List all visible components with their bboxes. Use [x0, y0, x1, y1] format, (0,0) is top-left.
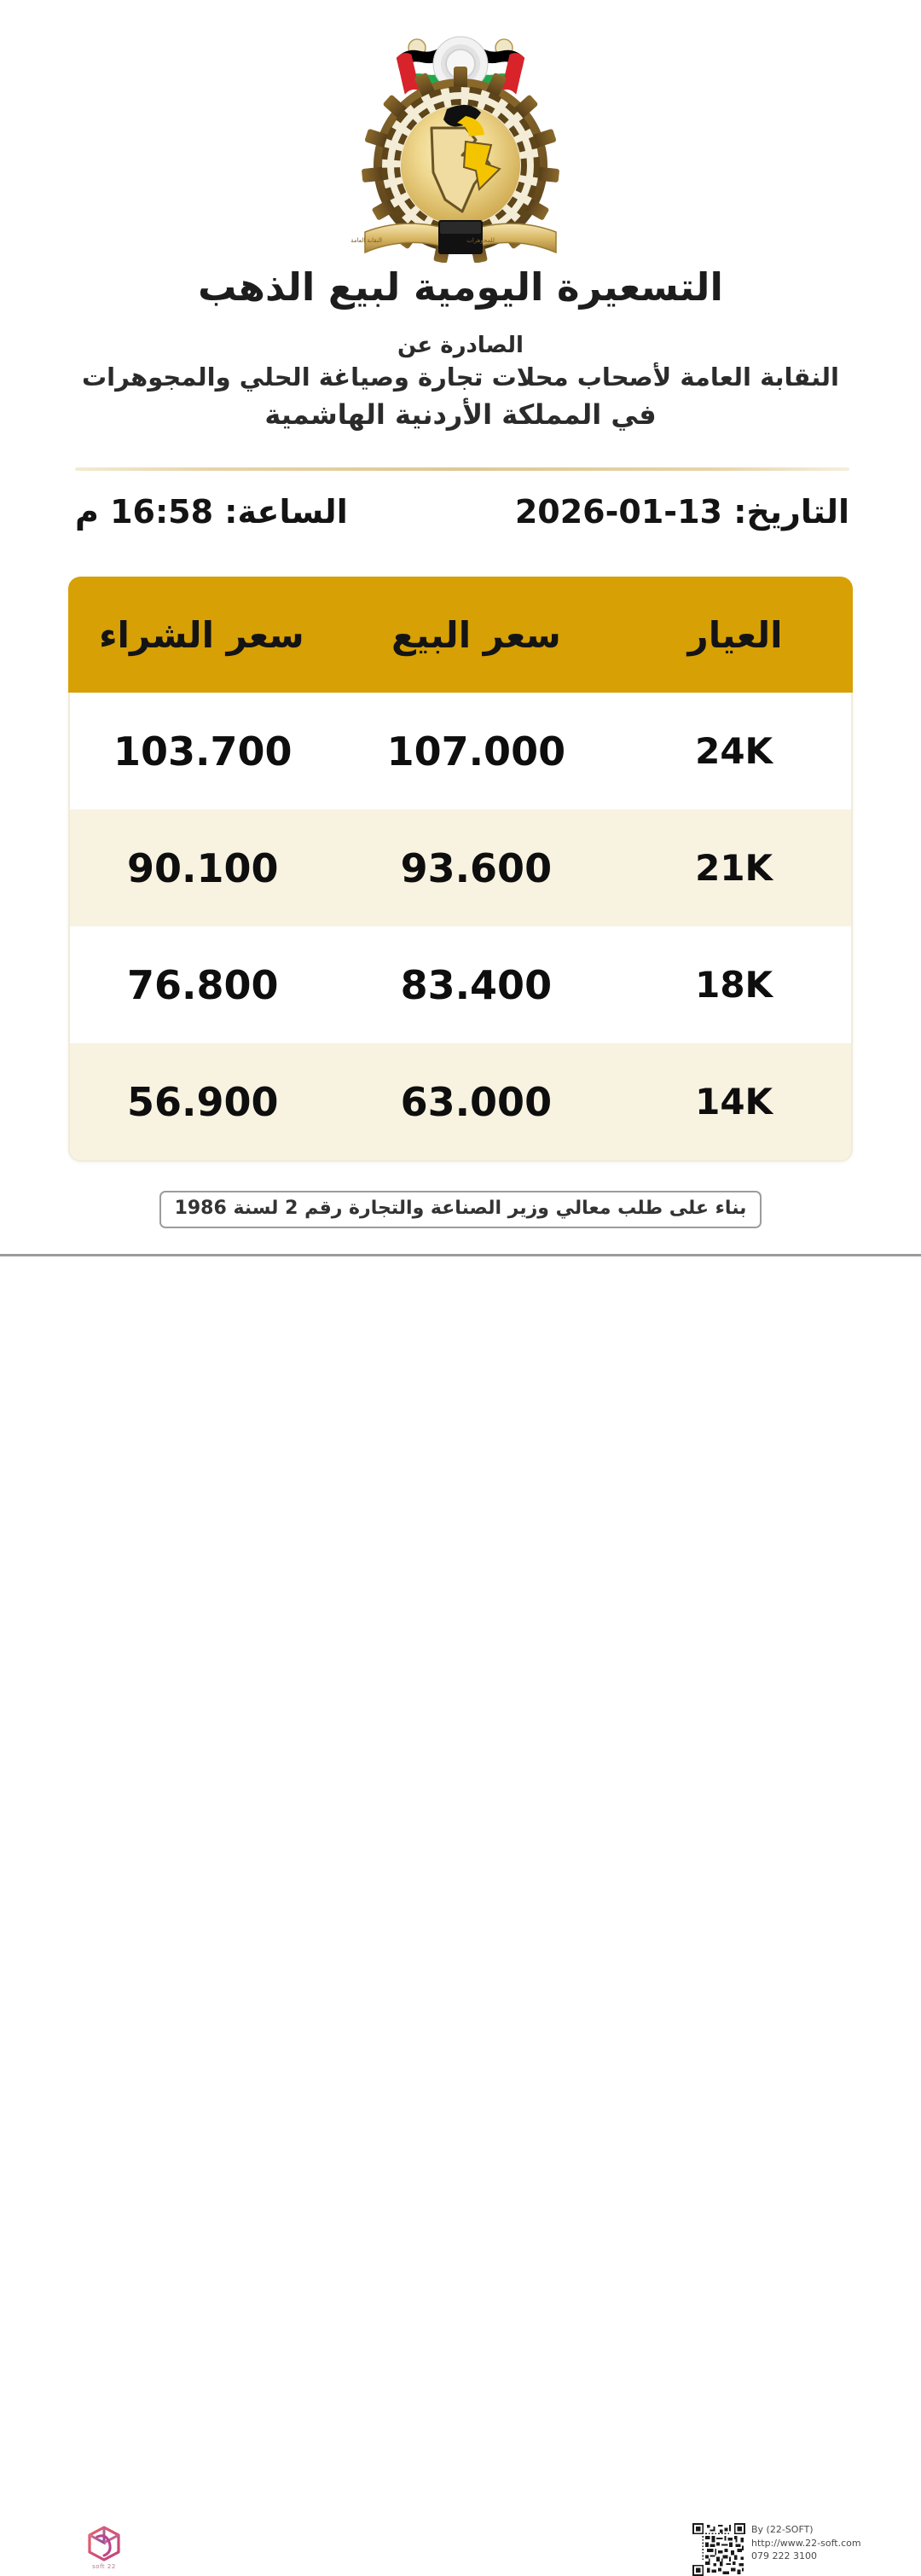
cell-sell-price: 63.000	[400, 1078, 553, 1125]
svg-text:للمجوهرات: للمجوهرات	[466, 237, 495, 244]
syndicate-emblem-icon	[346, 15, 575, 263]
credit-phone: 079 222 3100	[751, 2550, 817, 2562]
cell-buy-price: 90.100	[126, 844, 279, 891]
cube-logo-icon	[85, 2525, 123, 2562]
cell-buy-price: 56.900	[126, 1078, 279, 1125]
cell-buy-price: 76.800	[126, 961, 279, 1008]
cell-karat: 18K	[695, 964, 773, 1006]
issued-by-line-3: في المملكة الأردنية الهاشمية	[264, 398, 657, 431]
date-display: التاريخ: 13-01-2026	[514, 493, 849, 531]
legal-note: بناء على طلب معالي وزير الصناعة والتجارة رقم 2 لسنة 1986	[159, 1191, 762, 1228]
legal-note-container	[0, 1191, 921, 1228]
gold-price-table	[68, 577, 853, 1162]
page-title: التسعيرة اليومية لبيع الذهب	[198, 264, 723, 310]
time-display: الساعة: 16:58 م	[75, 493, 348, 531]
bottom-bar	[0, 1256, 921, 2570]
credit-text-block	[751, 2523, 861, 2563]
datetime-row	[75, 493, 849, 531]
table-row	[70, 926, 851, 1043]
emblem-container	[0, 15, 921, 267]
brand-logo-container	[78, 2525, 130, 2570]
issuer-block	[0, 331, 921, 433]
table-row	[70, 693, 851, 809]
column-header-karat: العيار	[687, 613, 783, 656]
column-header-buy-price: سعر الشراء	[99, 613, 304, 656]
gold-divider	[75, 467, 849, 471]
cell-buy-price: 103.700	[113, 728, 293, 775]
table-header-row	[68, 577, 853, 693]
cell-karat: 14K	[695, 1081, 773, 1123]
cell-karat: 24K	[695, 730, 773, 772]
cell-sell-price: 83.400	[400, 961, 553, 1008]
credit-author: By (22-SOFT)	[751, 2524, 814, 2535]
qr-code-icon	[692, 2523, 745, 2576]
brand-logo-caption: 22 soft	[92, 2563, 116, 2570]
qr-credit-block	[692, 2523, 861, 2576]
table-body	[68, 693, 853, 1162]
issued-by-line-2: النقابة العامة لأصحاب محلات تجارة وصياغة الحلي والمجوهرات	[82, 363, 839, 392]
column-header-sell-price: سعر البيع	[391, 613, 561, 656]
issued-by-line-1: الصادرة عن	[397, 333, 524, 358]
svg-text:النقابة العامة: النقابة العامة	[350, 237, 382, 244]
credit-website[interactable]: http://www.22-soft.com	[751, 2537, 861, 2549]
cell-sell-price: 93.600	[400, 844, 553, 891]
table-row	[70, 809, 851, 926]
cell-karat: 21K	[695, 847, 773, 889]
cell-sell-price: 107.000	[386, 728, 566, 775]
table-row	[70, 1043, 851, 1160]
